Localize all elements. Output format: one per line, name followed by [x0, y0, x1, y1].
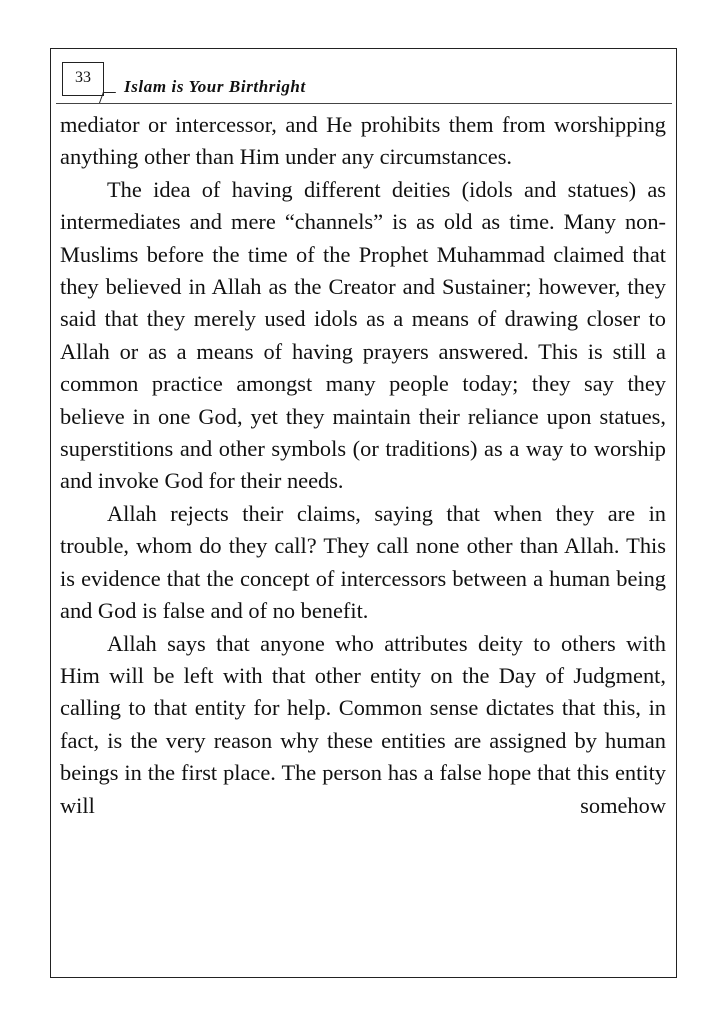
paragraph: Allah rejects their claims, saying that when they are in trouble, whom do they call? They call none other than Allah. This is evidence that the concept of intercessors between a human being and God is false and of no benefit.: [60, 500, 666, 624]
running-title: Islam is Your Birthright: [124, 77, 306, 96]
page-number: 33: [75, 69, 91, 86]
paragraph: Allah says that anyone who attributes deity to others with Him will be left with that other entity on the Day of Judgment, calling to that entity for help. Common sense dictates that this, in fact, is the very reason why these entities are assigned by human beings in the first place. The person has a false hope that this entity will somehow: [60, 630, 666, 818]
paragraph-continued: mediator or intercessor, and He prohibits them from worshipping anything other than Him under any circumstances.: [60, 112, 666, 170]
paragraph: The idea of having different deities (idols and statues) as intermediates and mere “channels” is as old as time. Many non-Muslims before the time of the Prophet Muhammad claimed that they believed in Allah as the Creator and Sustainer; however, they said that they merely used idols as a means of drawing closer to Allah or as a means of having prayers answered. This is still a common practice amongst many people today; they say they believe in one God, yet they maintain their reliance upon statues, superstitions and other symbols (or traditions) as a way to worship and invoke God for their needs.: [60, 176, 666, 494]
header-divider: [56, 103, 672, 104]
page-number-box: [62, 62, 104, 96]
body-text: [60, 109, 666, 822]
